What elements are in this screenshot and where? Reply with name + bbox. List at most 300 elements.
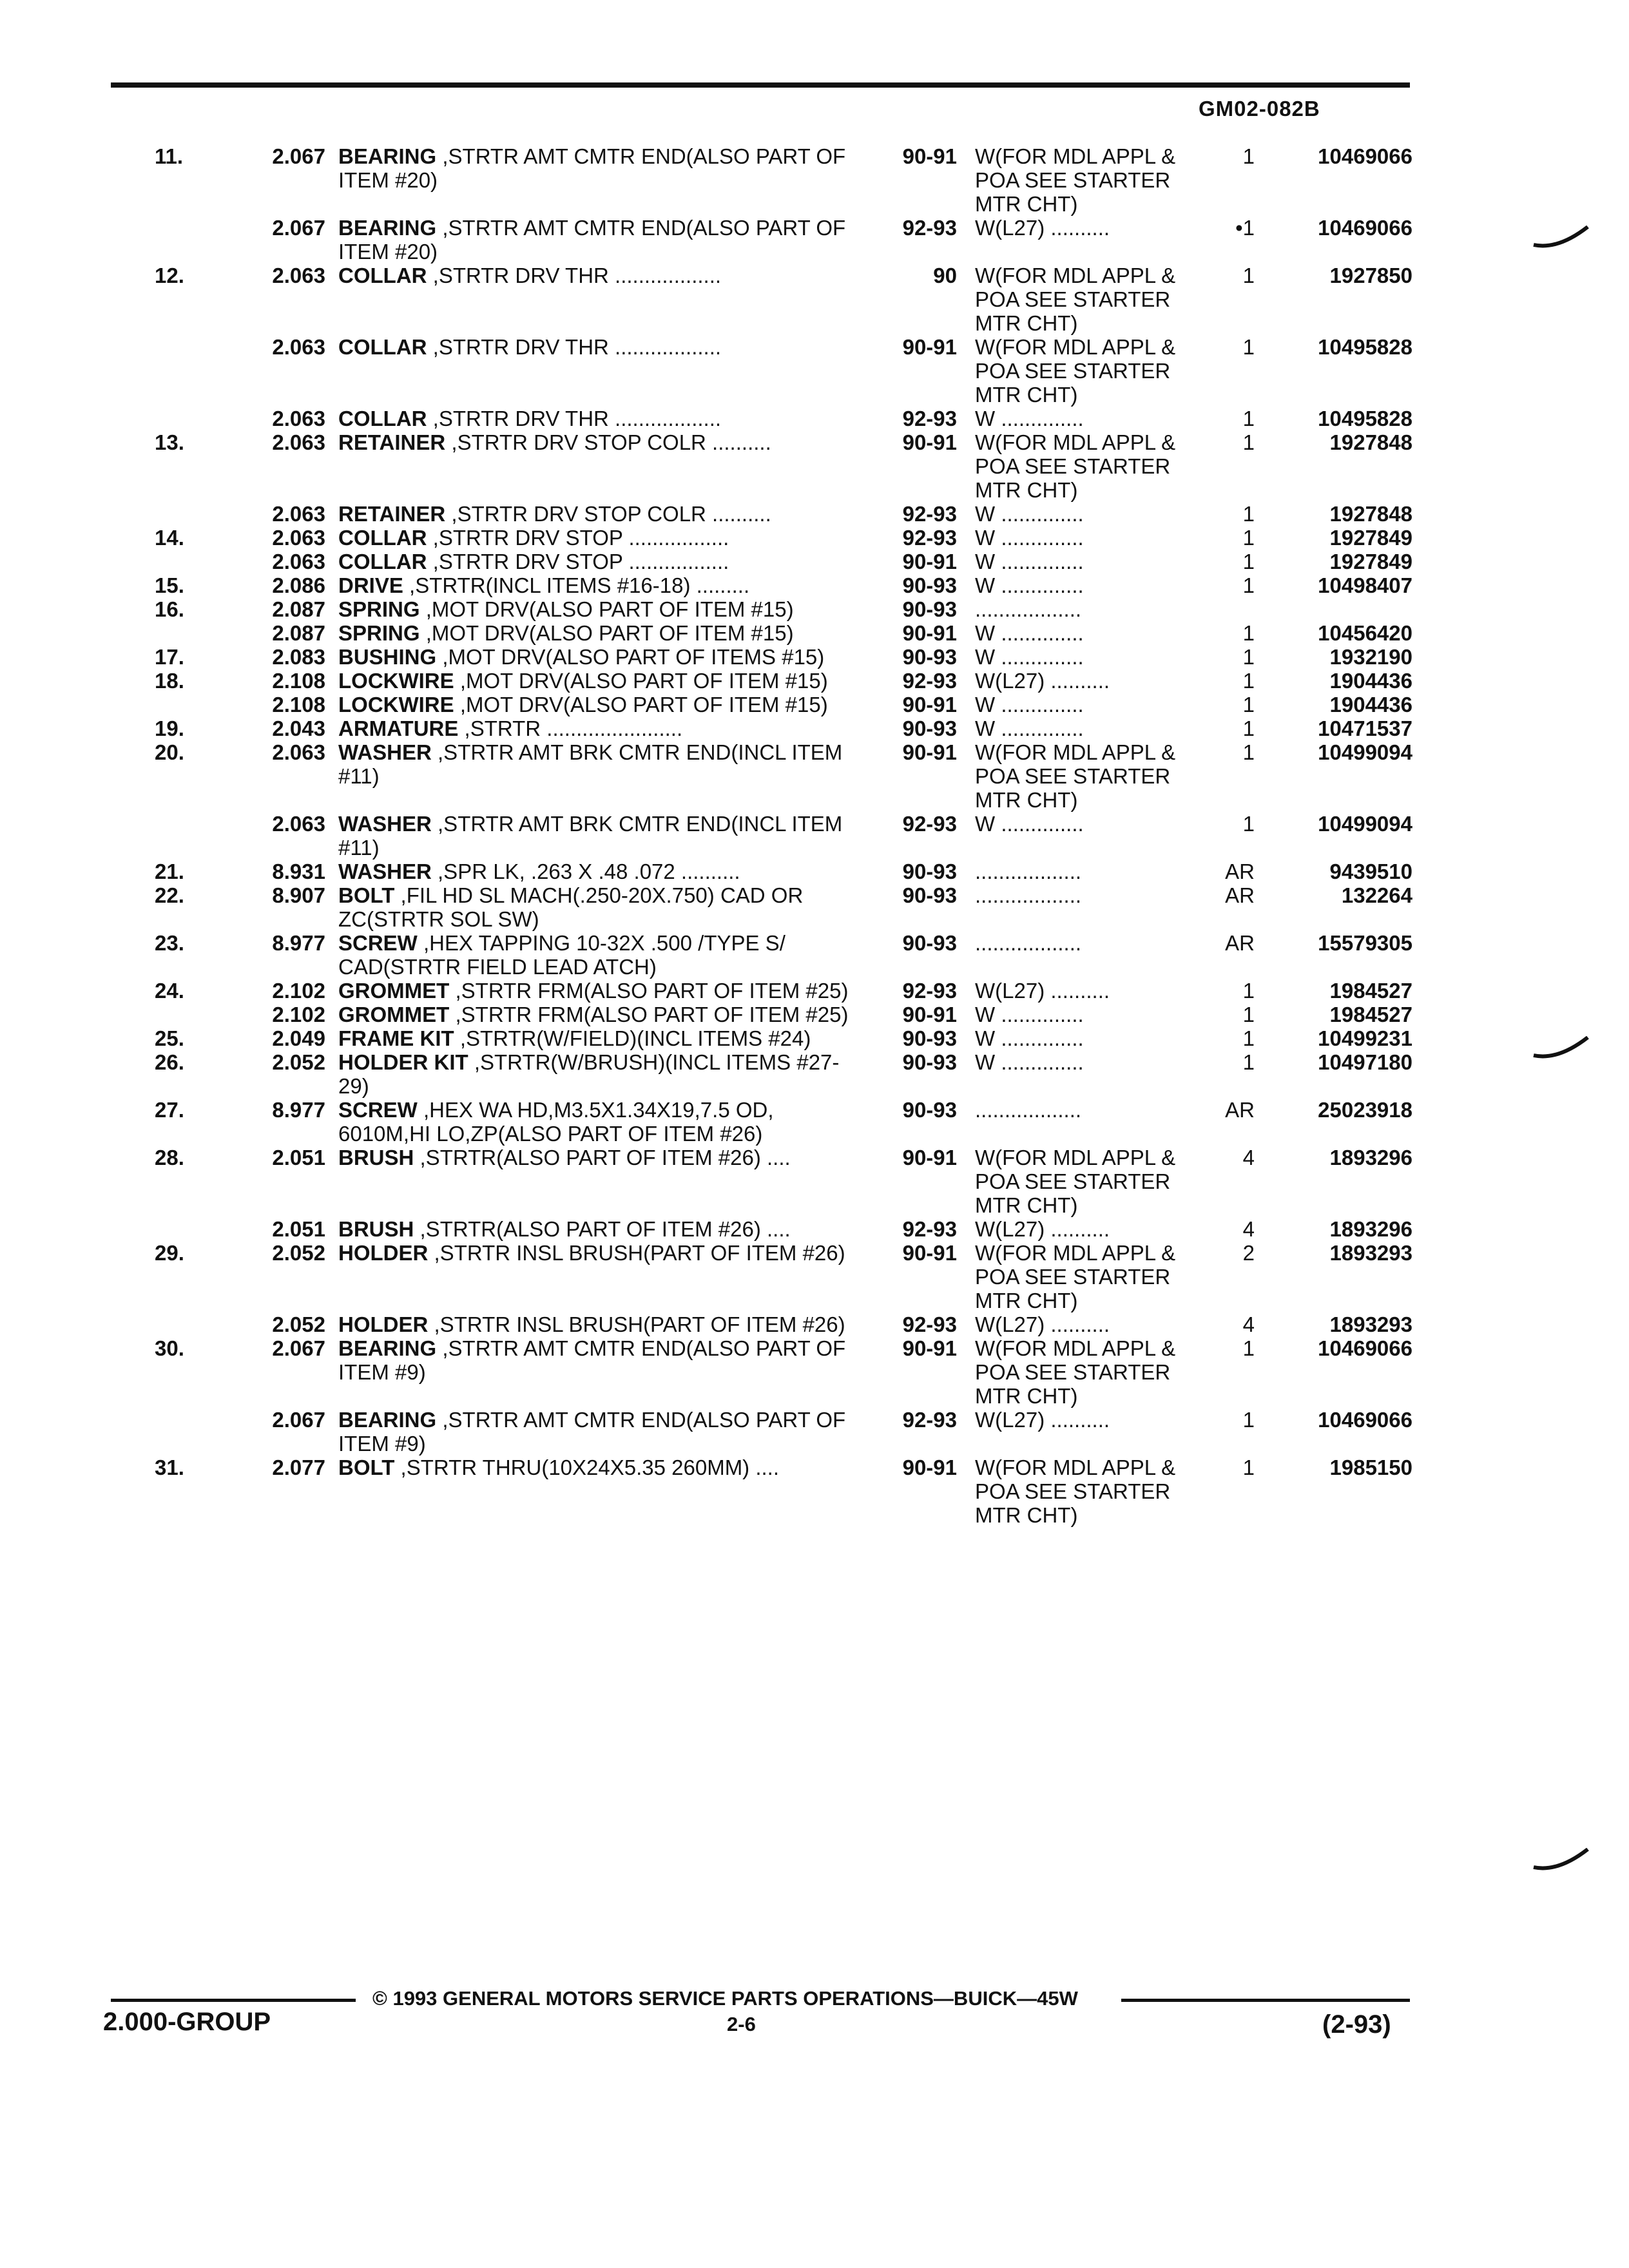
part-name: RETAINER (338, 502, 446, 526)
model-years: 90-93 (902, 716, 957, 740)
group-number: 2.063 (272, 430, 325, 454)
part-number: 1984527 (1329, 979, 1412, 1003)
part-name: SCREW (338, 1098, 418, 1122)
part-description (325, 931, 873, 979)
check-mark-icon (1532, 226, 1590, 251)
part-detail: ,STRTR(ALSO PART OF ITEM #26) .... (414, 1146, 791, 1169)
group-number: 2.051 (272, 1217, 325, 1241)
part-name: WASHER (338, 860, 432, 883)
part-number: 10499094 (1318, 740, 1412, 764)
item-number: 20. (155, 740, 184, 764)
part-name: SPRING (338, 621, 420, 645)
model-years: 90-93 (902, 1098, 957, 1122)
usage-note: W(FOR MDL APPL & POA SEE STARTER MTR CHT) (975, 144, 1176, 216)
model-years: 90-91 (902, 335, 957, 359)
group-number: 2.083 (272, 645, 325, 669)
part-detail: ,STRTR AMT BRK CMTR END(INCL ITEM #11) (338, 740, 843, 788)
usage-note: .................. (975, 931, 1082, 955)
quantity: 1 (1242, 1456, 1255, 1479)
model-years: 90-91 (902, 740, 957, 764)
usage-note: W .............. (975, 1003, 1084, 1026)
part-name: WASHER (338, 812, 432, 836)
quantity: 1 (1242, 621, 1255, 645)
model-years: 90-93 (902, 931, 957, 955)
part-name: BEARING (338, 1408, 437, 1432)
model-years: 90-93 (902, 883, 957, 907)
part-number: 10495828 (1318, 407, 1412, 430)
part-name: HOLDER (338, 1312, 429, 1336)
model-years: 92-93 (902, 812, 957, 836)
table-row (111, 1003, 1412, 1026)
table-row (111, 621, 1412, 645)
table-row (111, 931, 1412, 979)
part-description (325, 1336, 873, 1408)
quantity: 1 (1242, 669, 1255, 693)
usage-note: W(L27) .......... (975, 1312, 1110, 1336)
part-description (325, 573, 873, 597)
group-number: 8.907 (272, 883, 325, 907)
part-detail: ,STRTR(W/FIELD)(INCL ITEMS #24) (454, 1026, 811, 1050)
item-number (111, 407, 233, 430)
table-row (111, 1456, 1412, 1527)
part-number: 10456420 (1318, 621, 1412, 645)
table-row (111, 573, 1412, 597)
item-number: 25. (155, 1026, 184, 1050)
table-row (111, 264, 1412, 335)
usage-note: W .............. (975, 526, 1084, 550)
item-number: 23. (155, 931, 184, 955)
part-number: 10469066 (1318, 216, 1412, 240)
part-number: 25023918 (1318, 1098, 1412, 1122)
table-row (111, 1146, 1412, 1217)
part-detail: ,STRTR FRM(ALSO PART OF ITEM #25) (449, 979, 849, 1003)
model-years: 90-91 (902, 1241, 957, 1265)
item-number (111, 621, 233, 645)
group-number: 2.063 (272, 526, 325, 550)
quantity: 1 (1242, 1003, 1255, 1026)
part-name: LOCKWIRE (338, 693, 454, 716)
part-number: 1927848 (1329, 430, 1412, 454)
part-description (325, 979, 873, 1003)
part-number: 10499094 (1318, 812, 1412, 836)
quantity: 4 (1242, 1312, 1255, 1336)
document-code: GM02-082B (1199, 97, 1320, 120)
part-name: BRUSH (338, 1217, 414, 1241)
item-number: 19. (155, 716, 184, 740)
table-row (111, 502, 1412, 526)
part-detail: ,STRTR(W/BRUSH)(INCL ITEMS #27-29) (338, 1050, 840, 1098)
part-detail: ,STRTR ....................... (458, 716, 683, 740)
usage-note: W .............. (975, 1026, 1084, 1050)
model-years: 90-91 (902, 550, 957, 573)
part-detail: ,STRTR FRM(ALSO PART OF ITEM #25) (449, 1003, 849, 1026)
part-description (325, 526, 873, 550)
part-description (325, 1456, 873, 1527)
group-number: 2.051 (272, 1146, 325, 1169)
usage-note: W(L27) .......... (975, 1217, 1110, 1241)
quantity: AR (1225, 860, 1255, 883)
quantity: 1 (1242, 430, 1255, 454)
usage-note: W .............. (975, 1050, 1084, 1074)
part-description (325, 812, 873, 860)
part-detail: ,STRTR AMT CMTR END(ALSO PART OF ITEM #9) (338, 1336, 846, 1384)
item-number (111, 1408, 233, 1456)
table-row (111, 860, 1412, 883)
part-description (325, 335, 873, 407)
part-number (1266, 597, 1412, 621)
usage-note: W(FOR MDL APPL & POA SEE STARTER MTR CHT) (975, 335, 1176, 407)
part-description (325, 1408, 873, 1456)
model-years: 90-91 (902, 430, 957, 454)
part-name: HOLDER (338, 1241, 429, 1265)
item-number: 29. (155, 1241, 184, 1265)
table-row (111, 1026, 1412, 1050)
part-detail: ,MOT DRV(ALSO PART OF ITEM #15) (454, 693, 828, 716)
usage-note: W .............. (975, 550, 1084, 573)
usage-note: W(L27) .......... (975, 979, 1110, 1003)
part-detail: ,STRTR DRV STOP ................. (427, 526, 729, 550)
table-row (111, 693, 1412, 716)
part-detail: ,MOT DRV(ALSO PART OF ITEM #15) (454, 669, 828, 693)
usage-note: W(FOR MDL APPL & POA SEE STARTER MTR CHT) (975, 740, 1176, 812)
table-row (111, 1098, 1412, 1146)
part-number: 15579305 (1318, 931, 1412, 955)
item-number: 24. (155, 979, 184, 1003)
quantity: 1 (1242, 1408, 1255, 1432)
model-years: 92-93 (902, 669, 957, 693)
footer-rule-left (111, 1999, 356, 2002)
model-years: 92-93 (902, 1217, 957, 1241)
model-years: 90-93 (902, 860, 957, 883)
quantity: 1 (1242, 335, 1255, 359)
model-years: 90-93 (902, 1026, 957, 1050)
quantity: 1 (1242, 407, 1255, 430)
item-number: 15. (155, 573, 184, 597)
part-detail: ,HEX WA HD,M3.5X1.34X19,7.5 OD, 6010M,HI LO,ZP(ALSO PART OF ITEM #26) (338, 1098, 774, 1146)
part-number: 1893296 (1329, 1217, 1412, 1241)
part-number: 1927848 (1329, 502, 1412, 526)
group-number: 8.931 (272, 860, 325, 883)
item-number: 17. (155, 645, 184, 669)
part-name: COLLAR (338, 264, 427, 287)
part-number: 10499231 (1318, 1026, 1412, 1050)
table-row (111, 1217, 1412, 1241)
group-number: 2.063 (272, 407, 325, 430)
table-row (111, 883, 1412, 931)
table-row (111, 526, 1412, 550)
part-description (325, 860, 873, 883)
part-name: SCREW (338, 931, 418, 955)
part-description (325, 1003, 873, 1026)
usage-note: W(FOR MDL APPL & POA SEE STARTER MTR CHT) (975, 264, 1176, 335)
quantity (1208, 597, 1266, 621)
part-number: 1927849 (1329, 550, 1412, 573)
quantity: 4 (1242, 1217, 1255, 1241)
item-number (111, 335, 233, 407)
part-name: RETAINER (338, 430, 446, 454)
table-row (111, 144, 1412, 216)
part-number: 1927849 (1329, 526, 1412, 550)
part-name: GROMMET (338, 1003, 450, 1026)
model-years: 92-93 (902, 216, 957, 240)
usage-note: W .............. (975, 693, 1084, 716)
usage-note: W(FOR MDL APPL & POA SEE STARTER MTR CHT) (975, 1336, 1176, 1408)
model-years: 90-91 (902, 144, 957, 168)
group-number: 2.063 (272, 264, 325, 287)
item-number (111, 502, 233, 526)
item-number: 14. (155, 526, 184, 550)
part-detail: ,MOT DRV(ALSO PART OF ITEM #15) (419, 597, 794, 621)
part-detail: ,STRTR(ALSO PART OF ITEM #26) .... (414, 1217, 791, 1241)
part-description (325, 1217, 873, 1241)
part-detail: ,MOT DRV(ALSO PART OF ITEM #15) (419, 621, 794, 645)
part-name: FRAME KIT (338, 1026, 454, 1050)
part-description (325, 597, 873, 621)
usage-note: W(FOR MDL APPL & POA SEE STARTER MTR CHT) (975, 1241, 1176, 1312)
part-number: 1932190 (1329, 645, 1412, 669)
quantity: 1 (1242, 979, 1255, 1003)
part-description (325, 1050, 873, 1098)
part-description (325, 1241, 873, 1312)
part-number: 1985150 (1329, 1456, 1412, 1479)
usage-note: .................. (975, 883, 1082, 907)
item-number: 18. (155, 669, 184, 693)
model-years: 90-91 (902, 1336, 957, 1360)
table-row (111, 1408, 1412, 1456)
table-row (111, 1336, 1412, 1408)
group-number: 2.087 (272, 597, 325, 621)
model-years: 90-91 (902, 621, 957, 645)
page-number: 2-6 (727, 2013, 756, 2035)
table-row (111, 1241, 1412, 1312)
part-detail: ,STRTR DRV STOP ................. (427, 550, 729, 573)
part-detail: ,STRTR INSL BRUSH(PART OF ITEM #26) (428, 1241, 845, 1265)
footer-rule-right (1121, 1999, 1410, 2002)
part-detail: ,HEX TAPPING 10-32X .500 /TYPE S/ CAD(STRTR FIELD LEAD ATCH) (338, 931, 786, 979)
model-years: 92-93 (902, 1312, 957, 1336)
quantity: 1 (1242, 526, 1255, 550)
table-row (111, 550, 1412, 573)
model-years: 90-91 (902, 1003, 957, 1026)
table-row (111, 407, 1412, 430)
quantity: 1 (1242, 144, 1255, 168)
part-name: HOLDER KIT (338, 1050, 468, 1074)
group-number: 2.102 (272, 979, 325, 1003)
usage-note: .................. (975, 597, 1082, 621)
model-years: 92-93 (902, 979, 957, 1003)
quantity: 4 (1242, 1146, 1255, 1169)
model-years: 90-91 (902, 1146, 957, 1169)
quantity: 1 (1242, 812, 1255, 836)
part-number: 1893293 (1329, 1312, 1412, 1336)
part-description (325, 621, 873, 645)
quantity: 1 (1242, 264, 1255, 287)
group-number: 2.108 (272, 669, 325, 693)
table-row (111, 1050, 1412, 1098)
group-number: 2.067 (272, 216, 325, 240)
part-number: 10497180 (1318, 1050, 1412, 1074)
part-detail: ,MOT DRV(ALSO PART OF ITEMS #15) (436, 645, 825, 669)
group-number: 2.086 (272, 573, 325, 597)
item-number: 30. (155, 1336, 184, 1360)
item-number: 21. (155, 860, 184, 883)
usage-note: W(FOR MDL APPL & POA SEE STARTER MTR CHT) (975, 430, 1176, 502)
item-number: 27. (155, 1098, 184, 1122)
quantity: 1 (1242, 740, 1255, 764)
part-detail: ,STRTR DRV THR .................. (427, 335, 722, 359)
table-row (111, 335, 1412, 407)
item-number: 22. (155, 883, 184, 907)
quantity: 2 (1242, 1241, 1255, 1265)
part-name: BOLT (338, 883, 395, 907)
group-number: 2.052 (272, 1050, 325, 1074)
model-years: 92-93 (902, 526, 957, 550)
item-number: 13. (155, 430, 184, 454)
usage-note: W .............. (975, 812, 1084, 836)
part-number: 10471537 (1318, 716, 1412, 740)
part-number: 10498407 (1318, 573, 1412, 597)
part-description (325, 693, 873, 716)
part-description (325, 669, 873, 693)
part-description (325, 550, 873, 573)
part-name: LOCKWIRE (338, 669, 454, 693)
usage-note: .................. (975, 860, 1082, 883)
part-detail: ,STRTR AMT BRK CMTR END(INCL ITEM #11) (338, 812, 843, 860)
part-number: 1927850 (1329, 264, 1412, 287)
quantity: 1 (1242, 1026, 1255, 1050)
part-detail: ,FIL HD SL MACH(.250-20X.750) CAD OR ZC(STRTR SOL SW) (338, 883, 804, 931)
top-rule (111, 82, 1410, 88)
usage-note: W(L27) .......... (975, 216, 1110, 240)
check-mark-icon (1532, 1848, 1590, 1874)
item-number: 26. (155, 1050, 184, 1074)
group-number: 2.043 (272, 716, 325, 740)
part-detail: ,STRTR DRV STOP COLR .......... (445, 430, 771, 454)
quantity: 1 (1242, 693, 1255, 716)
model-years: 90-91 (902, 693, 957, 716)
item-number (111, 216, 233, 264)
part-name: COLLAR (338, 550, 427, 573)
quantity: 1 (1242, 645, 1255, 669)
table-row (111, 216, 1412, 264)
item-number (111, 550, 233, 573)
usage-note: W .............. (975, 645, 1084, 669)
part-number: 1893296 (1329, 1146, 1412, 1169)
part-number: 10495828 (1318, 335, 1412, 359)
part-name: COLLAR (338, 407, 427, 430)
model-years: 90 (933, 264, 957, 287)
model-years: 90-93 (902, 597, 957, 621)
group-number: 2.108 (272, 693, 325, 716)
part-number: 1904436 (1329, 693, 1412, 716)
group-number: 2.067 (272, 144, 325, 168)
group-number: 2.067 (272, 1408, 325, 1432)
item-number: 11. (155, 144, 184, 168)
model-years: 90-93 (902, 573, 957, 597)
part-detail: ,STRTR DRV THR .................. (427, 264, 722, 287)
usage-note: W .............. (975, 716, 1084, 740)
usage-note: W .............. (975, 502, 1084, 526)
usage-note: W(L27) .......... (975, 669, 1110, 693)
quantity: 1 (1242, 573, 1255, 597)
part-detail: ,STRTR INSL BRUSH(PART OF ITEM #26) (428, 1312, 845, 1336)
part-detail: ,STRTR AMT CMTR END(ALSO PART OF ITEM #9) (338, 1408, 846, 1456)
quantity: 1 (1242, 716, 1255, 740)
group-number: 2.063 (272, 740, 325, 764)
table-row (111, 669, 1412, 693)
check-mark-icon (1532, 1036, 1590, 1062)
part-detail: ,STRTR DRV STOP COLR .......... (445, 502, 771, 526)
part-detail: ,STRTR AMT CMTR END(ALSO PART OF ITEM #20) (338, 144, 846, 192)
group-number: 8.977 (272, 1098, 325, 1122)
part-number: 10469066 (1318, 1408, 1412, 1432)
group-number: 2.052 (272, 1312, 325, 1336)
parts-rows (111, 144, 1412, 1527)
part-detail: ,STRTR THRU(10X24X5.35 260MM) .... (394, 1456, 780, 1479)
table-row (111, 1312, 1412, 1336)
item-number (111, 1217, 233, 1241)
part-description (325, 430, 873, 502)
part-description (325, 716, 873, 740)
revision-date: (2-93) (1322, 2010, 1391, 2039)
part-number: 1893293 (1329, 1241, 1412, 1265)
model-years: 92-93 (902, 502, 957, 526)
group-number: 2.063 (272, 502, 325, 526)
part-description (325, 740, 873, 812)
group-number: 2.049 (272, 1026, 325, 1050)
table-row (111, 979, 1412, 1003)
part-detail: ,SPR LK, .263 X .48 .072 .......... (431, 860, 740, 883)
group-number: 2.067 (272, 1336, 325, 1360)
model-years: 92-93 (902, 1408, 957, 1432)
quantity: 1 (1242, 550, 1255, 573)
part-number: 132264 (1341, 883, 1412, 907)
part-description (325, 645, 873, 669)
item-number: 16. (155, 597, 184, 621)
part-name: BOLT (338, 1456, 395, 1479)
model-years: 90-93 (902, 645, 957, 669)
parts-table (111, 144, 1412, 1527)
quantity: AR (1225, 931, 1255, 955)
item-number: 31. (155, 1456, 184, 1479)
group-number: 2.063 (272, 335, 325, 359)
part-name: BRUSH (338, 1146, 414, 1169)
usage-note: W .............. (975, 407, 1084, 430)
group-number: 2.087 (272, 621, 325, 645)
table-row (111, 645, 1412, 669)
usage-note: W(L27) .......... (975, 1408, 1110, 1432)
part-number: 9439510 (1329, 860, 1412, 883)
item-number (111, 1312, 233, 1336)
quantity: •1 (1235, 216, 1255, 240)
table-row (111, 430, 1412, 502)
part-detail: ,STRTR DRV THR .................. (427, 407, 722, 430)
part-description (325, 1312, 873, 1336)
part-name: COLLAR (338, 335, 427, 359)
part-name: BEARING (338, 216, 437, 240)
part-detail: ,STRTR(INCL ITEMS #16-18) ......... (403, 573, 750, 597)
part-name: BUSHING (338, 645, 437, 669)
table-row (111, 716, 1412, 740)
part-number: 10469066 (1318, 1336, 1412, 1360)
part-name: WASHER (338, 740, 432, 764)
quantity: 1 (1242, 1336, 1255, 1360)
group-number: 2.063 (272, 550, 325, 573)
part-name: BEARING (338, 144, 437, 168)
part-name: ARMATURE (338, 716, 459, 740)
part-description (325, 883, 873, 931)
part-description (325, 144, 873, 216)
